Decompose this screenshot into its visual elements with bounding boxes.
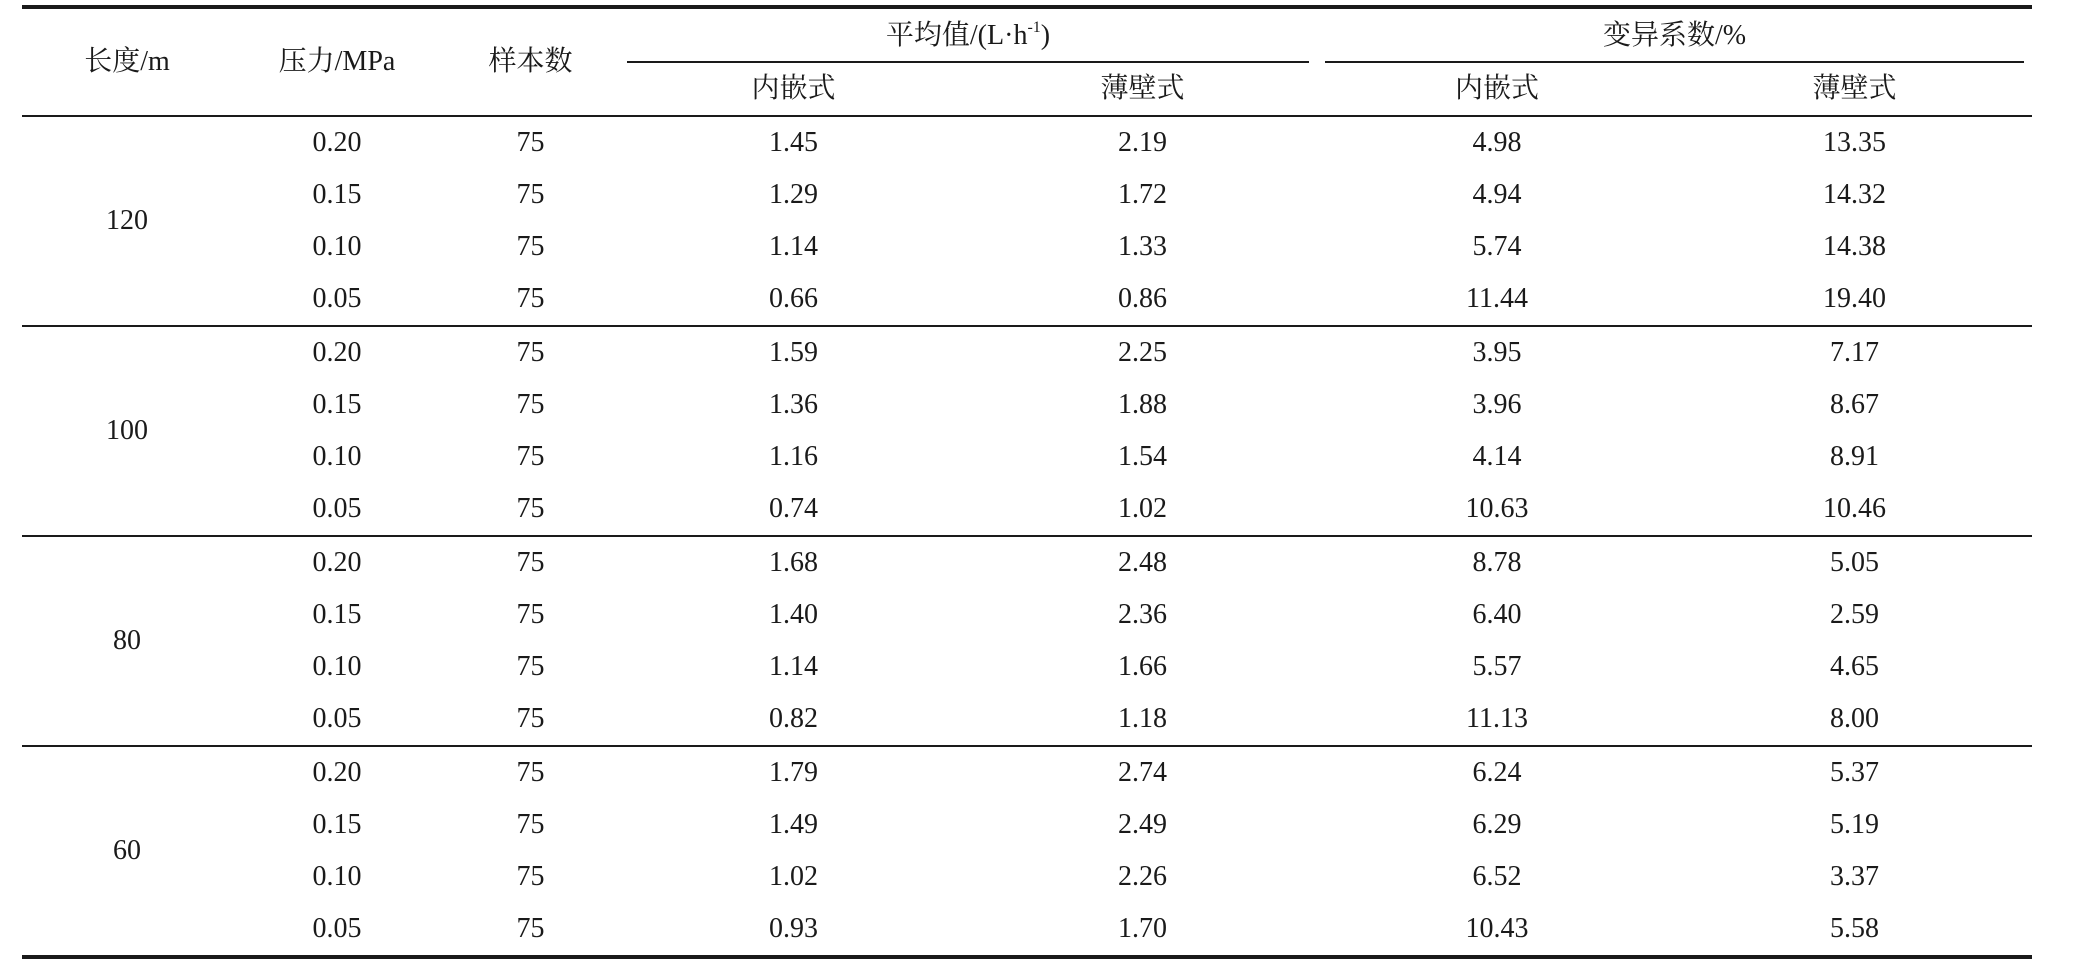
- header-pressure: 压力/MPa: [232, 7, 442, 116]
- length-cell: 80: [22, 536, 232, 746]
- cv-thin-cell: 5.05: [1830, 547, 1880, 578]
- cv-inline-cell: 10.63: [1317, 483, 1677, 536]
- mean-inline-cell: 1.59: [769, 337, 818, 368]
- mean-thin-cell: 2.48: [1118, 547, 1167, 578]
- mean-thin-cell: 1.66: [1118, 651, 1167, 682]
- table-row: [22, 903, 2032, 957]
- mean-inline-cell: 1.29: [769, 179, 818, 210]
- cv-inline-cell: 6.52: [1472, 861, 1522, 892]
- pressure-cell: 0.20: [312, 757, 362, 788]
- header-mean-group-sup: -1: [1027, 19, 1041, 36]
- mean-thin-cell: 2.74: [1118, 757, 1167, 788]
- samples-cell: 75: [516, 441, 545, 472]
- pressure-cell: 0.15: [312, 599, 362, 630]
- table-row: [22, 746, 2032, 799]
- cv-thin-cell: 14.38: [1823, 231, 1887, 262]
- mean-inline-cell: 1.02: [769, 861, 818, 892]
- table-row: [22, 221, 2032, 273]
- cv-inline-cell: 6.29: [1472, 809, 1522, 840]
- header-length: 长度/m: [22, 7, 232, 116]
- mean-inline-cell: 1.45: [769, 127, 818, 158]
- samples-cell: 75: [516, 389, 545, 420]
- table-row: [22, 589, 2032, 641]
- header-cv-inline: 内嵌式: [1317, 63, 1677, 116]
- pressure-cell: 0.20: [312, 337, 362, 368]
- cv-inline-cell: 4.14: [1472, 441, 1522, 472]
- pressure-cell: 0.05: [232, 903, 442, 957]
- pressure-cell: 0.20: [312, 547, 362, 578]
- pressure-cell: 0.10: [312, 231, 362, 262]
- samples-cell: 75: [516, 599, 545, 630]
- cv-thin-cell: 4.65: [1830, 651, 1880, 682]
- header-cv-thin: 薄壁式: [1677, 63, 2032, 116]
- mean-thin-cell: 1.33: [1118, 231, 1167, 262]
- mean-thin-cell: 1.18: [968, 693, 1317, 746]
- mean-thin-cell: 1.54: [1118, 441, 1167, 472]
- mean-inline-cell: 0.66: [619, 273, 968, 326]
- cv-inline-cell: 4.94: [1472, 179, 1522, 210]
- mean-inline-cell: 0.93: [619, 903, 968, 957]
- samples-cell: 75: [442, 903, 619, 957]
- length-cell: 60: [22, 746, 232, 957]
- mean-inline-cell: 0.74: [619, 483, 968, 536]
- pressure-cell: 0.05: [232, 693, 442, 746]
- cv-thin-cell: 10.46: [1677, 483, 2032, 536]
- header-cv-group-rule: [1325, 61, 2024, 63]
- table-row: [22, 483, 2032, 536]
- table-row: [22, 431, 2032, 483]
- samples-cell: 75: [442, 693, 619, 746]
- mean-inline-cell: 1.14: [769, 651, 818, 682]
- mean-thin-cell: 0.86: [968, 273, 1317, 326]
- mean-inline-cell: 1.36: [769, 389, 818, 420]
- cv-inline-cell: 10.43: [1317, 903, 1677, 957]
- samples-cell: 75: [442, 483, 619, 536]
- samples-cell: 75: [516, 337, 545, 368]
- pressure-cell: 0.15: [312, 179, 362, 210]
- pressure-cell: 0.10: [312, 861, 362, 892]
- cv-thin-cell: 5.19: [1830, 809, 1880, 840]
- cv-thin-cell: 19.40: [1677, 273, 2032, 326]
- mean-thin-cell: 2.25: [1118, 337, 1167, 368]
- pressure-cell: 0.20: [312, 127, 362, 158]
- table-row: [22, 851, 2032, 903]
- cv-inline-cell: 4.98: [1472, 127, 1522, 158]
- header-mean-group-rule: [627, 61, 1309, 63]
- length-cell: 100: [22, 326, 232, 536]
- header-mean-group-prefix: 平均值/(L·h: [885, 20, 1028, 51]
- mean-inline-cell: 1.49: [769, 809, 818, 840]
- cv-thin-cell: 8.00: [1677, 693, 2032, 746]
- table-row: [22, 799, 2032, 851]
- mean-inline-cell: 0.82: [619, 693, 968, 746]
- cv-inline-cell: 6.40: [1472, 599, 1522, 630]
- cv-inline-cell: 3.95: [1472, 337, 1522, 368]
- cv-thin-cell: 5.58: [1677, 903, 2032, 957]
- mean-thin-cell: 1.72: [1118, 179, 1167, 210]
- table-row: [22, 379, 2032, 431]
- samples-cell: 75: [516, 757, 545, 788]
- samples-cell: 75: [516, 809, 545, 840]
- table-row: [22, 169, 2032, 221]
- mean-inline-cell: 1.68: [769, 547, 818, 578]
- mean-inline-cell: 1.79: [769, 757, 818, 788]
- header-cv-group: [1317, 7, 2032, 63]
- header-mean-group: [619, 7, 1317, 63]
- table-row: [22, 641, 2032, 693]
- table-row: [22, 116, 2032, 169]
- pressure-cell: 0.05: [232, 483, 442, 536]
- mean-inline-cell: 1.16: [769, 441, 818, 472]
- mean-inline-cell: 1.40: [769, 599, 818, 630]
- cv-thin-cell: 13.35: [1823, 127, 1887, 158]
- header-mean-inline: 内嵌式: [619, 63, 968, 116]
- cv-thin-cell: 3.37: [1830, 861, 1880, 892]
- mean-thin-cell: 2.26: [1118, 861, 1167, 892]
- cv-inline-cell: 11.44: [1317, 273, 1677, 326]
- mean-thin-cell: 1.02: [968, 483, 1317, 536]
- cv-inline-cell: 6.24: [1472, 757, 1522, 788]
- mean-thin-cell: 2.19: [1118, 127, 1167, 158]
- table-body: [22, 116, 2032, 957]
- cv-thin-cell: 2.59: [1830, 599, 1880, 630]
- samples-cell: 75: [516, 231, 545, 262]
- data-table-container: [22, 5, 2032, 959]
- samples-cell: 75: [516, 547, 545, 578]
- mean-thin-cell: 2.36: [1118, 599, 1167, 630]
- cv-thin-cell: 8.67: [1830, 389, 1880, 420]
- header-samples: 样本数: [442, 7, 619, 116]
- cv-thin-cell: 7.17: [1830, 337, 1880, 368]
- samples-cell: 75: [442, 273, 619, 326]
- cv-thin-cell: 5.37: [1830, 757, 1880, 788]
- pressure-cell: 0.15: [312, 809, 362, 840]
- header-mean-group-suffix: ): [1040, 20, 1051, 51]
- data-table: [22, 5, 2032, 959]
- cv-inline-cell: 11.13: [1317, 693, 1677, 746]
- cv-inline-cell: 5.57: [1472, 651, 1522, 682]
- pressure-cell: 0.10: [312, 651, 362, 682]
- table-row: [22, 326, 2032, 379]
- table-row: [22, 536, 2032, 589]
- header-cv-group-label: 变异系数/%: [1602, 20, 1747, 51]
- samples-cell: 75: [516, 861, 545, 892]
- length-cell: 120: [22, 116, 232, 326]
- cv-inline-cell: 8.78: [1472, 547, 1522, 578]
- cv-thin-cell: 8.91: [1830, 441, 1880, 472]
- table-row: [22, 273, 2032, 326]
- pressure-cell: 0.15: [312, 389, 362, 420]
- samples-cell: 75: [516, 127, 545, 158]
- mean-thin-cell: 2.49: [1118, 809, 1167, 840]
- cv-thin-cell: 14.32: [1823, 179, 1887, 210]
- pressure-cell: 0.05: [232, 273, 442, 326]
- samples-cell: 75: [516, 651, 545, 682]
- header-mean-thin: 薄壁式: [968, 63, 1317, 116]
- table-row: [22, 693, 2032, 746]
- mean-inline-cell: 1.14: [769, 231, 818, 262]
- mean-thin-cell: 1.88: [1118, 389, 1167, 420]
- mean-thin-cell: 1.70: [968, 903, 1317, 957]
- pressure-cell: 0.10: [312, 441, 362, 472]
- cv-inline-cell: 3.96: [1472, 389, 1522, 420]
- samples-cell: 75: [516, 179, 545, 210]
- cv-inline-cell: 5.74: [1472, 231, 1522, 262]
